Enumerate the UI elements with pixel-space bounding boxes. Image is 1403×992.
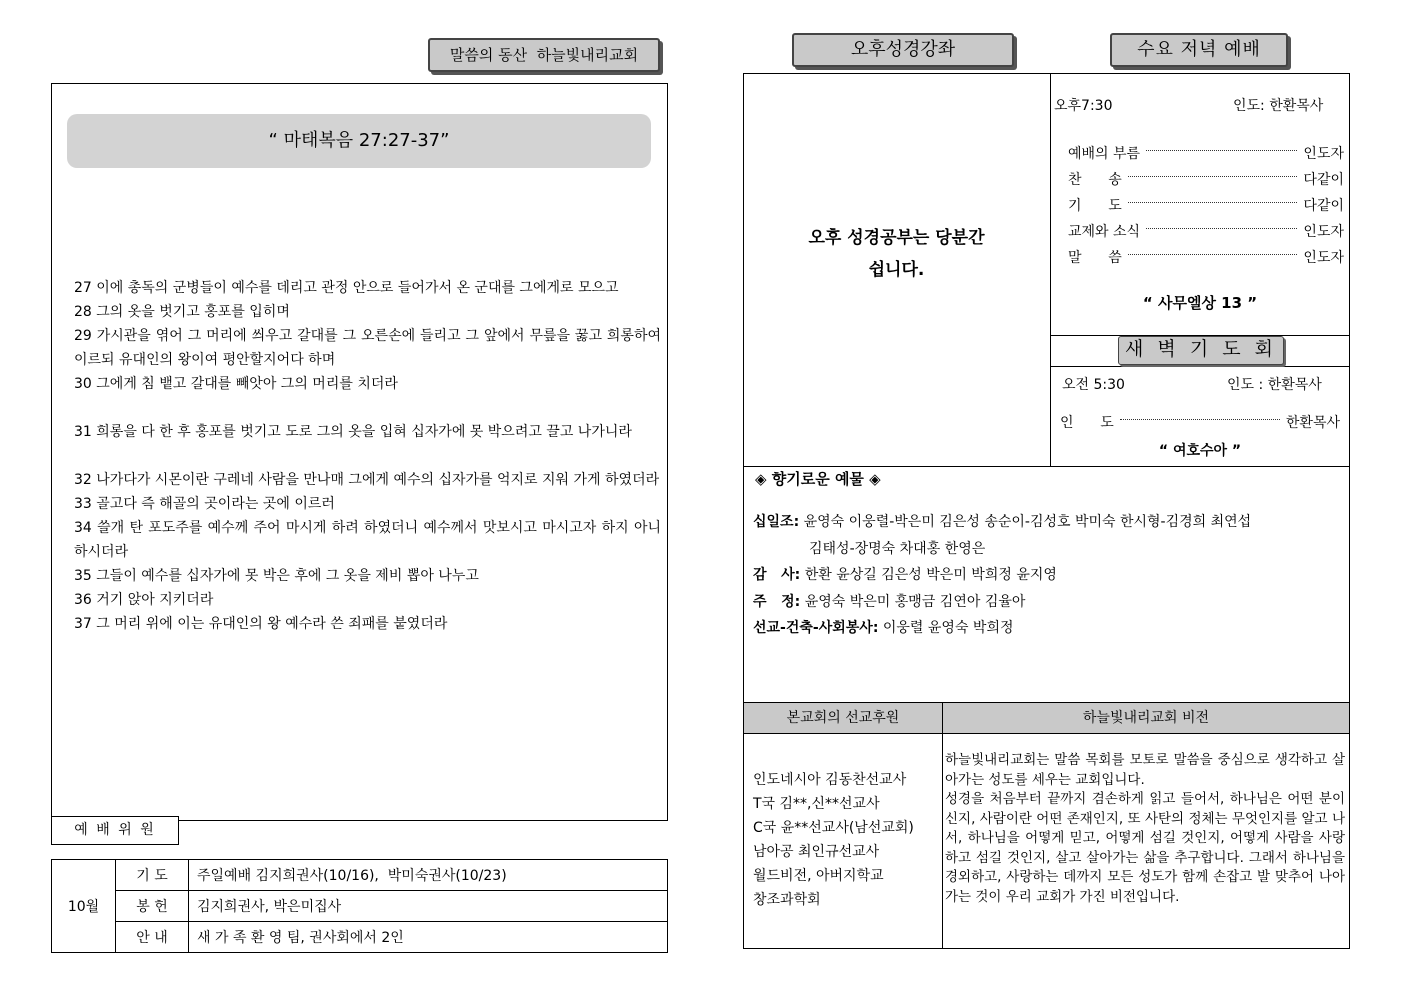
vision-text: 하늘빛내리교회는 말씀 목회를 모토로 말씀을 중심으로 생각하고 살아가는 성도를 세우는 교회입니다. 성경을 처음부터 끝까지 겸손하게 읽고 들어서, 하나님은 어떤 분이신지, 사람이란 어떤 존재인지, 또 사탄의 정체는 무엇인지를 알고 나서, 하나님을 어떻게 믿고, 어떻게 섬길 것인지, 어떻게 사람을 사랑하고 섬길 것인지, 살고 살아가는 삶을 추구합니다. 그래서 하나님을 경외하고, 사랑하는 데까지 모든 성도가 함께 손잡고 발 맞추어 나아가는 것이 우리 교회가 가진 비전입니다. [945,752,1345,905]
verse-35: 35 그들이 예수를 십자가에 못 박은 후에 그 옷을 제비 뽑아 나누고 [74,568,479,584]
committee-month: 10월 [52,860,116,953]
mission-header: 본교회의 선교후원 [786,710,900,726]
mission-item: T국 김**,신**선교사 [753,796,880,812]
committee-role: 안 내 [116,922,189,953]
committee-label-box [51,816,179,845]
verse-32: 32 나가다가 시몬이란 구레네 사람을 만나매 그에게 예수의 십자가를 억지로 지워 가게 하였더라 [74,472,660,488]
verse-29: 29 가시관을 엮어 그 머리에 씌우고 갈대를 그 오른손에 들리고 그 앞에서 무릎을 꿇고 희롱하여 이르되 유대인의 왕이여 평안할지어다 하며 [74,328,661,368]
afternoon-notice-line: 쉽니다. [868,260,925,280]
offering-row [753,509,1343,536]
divider [743,733,1350,734]
committee-role: 기 도 [116,860,189,891]
offering-label: 주 정: [753,593,801,610]
dawn-prayer-title: 새 벽 기 도 회 [1125,338,1277,360]
offering-names: 김태성-장명숙 차대홍 한영은 [809,540,986,557]
order-who: 다같이 [1303,198,1344,214]
order-item: 예배의 부름 [1068,146,1141,162]
afternoon-notice [743,222,1050,286]
divider [743,466,1350,467]
offering-names: 윤영숙 박은미 홍맹금 김연아 김율아 [804,593,1026,610]
afternoon-class-tab [792,33,1014,67]
offering-names: 이웅렬 윤영숙 박희정 [882,620,1014,636]
dawn-leader: 인도 : 한환목사 [1227,377,1322,393]
order-row [1068,244,1344,270]
church-name: 말씀의 동산 하늘빛내리교회 [449,46,639,64]
vision-header-cell [943,703,1349,733]
wednesday-service-title: 수요 저녁 예배 [1137,39,1261,60]
order-who: 인도자 [1303,146,1344,162]
dawn-time: 오전 5:30 [1062,377,1125,393]
wednesday-leader: 인도: 한환목사 [1233,98,1324,114]
verse-34: 34 쓸개 탄 포도주를 예수께 주어 마시게 하려 하였더니 예수께서 맛보시고 마시고자 하지 아니하시더라 [74,520,661,560]
order-who: 인도자 [1303,224,1344,240]
verse-list [74,276,661,636]
verse-gap [74,396,661,420]
committee-label: 예 배 위 원 [74,822,156,838]
wednesday-service-tab [1110,33,1288,67]
order-item: 교제와 소식 [1068,224,1141,240]
mission-item: 남아공 최인규선교사 [753,844,880,860]
offering-names: 한환 윤상길 김은성 박은미 박희정 윤지영 [804,567,1057,583]
dawn-order [1060,409,1340,435]
wednesday-sermon: “ 사무엘상 13 ” [1142,294,1258,312]
order-row [1068,192,1344,218]
divider [942,702,943,949]
order-row [1068,140,1344,166]
divider [1050,366,1350,367]
divider [1050,73,1051,466]
offering-row [753,536,1343,563]
scripture-title: “ 마태복음 27:27-37” [268,130,450,151]
mission-list [753,768,939,912]
order-item: 말 씀 [1068,250,1122,266]
mission-item: 창조과학회 [753,892,821,908]
order-item: 찬 송 [1068,172,1122,188]
offering-label: 감 사: [753,567,801,583]
mission-header-cell [744,703,942,733]
verse-33: 33 골고다 즉 해골의 곳이라는 곳에 이르러 [74,496,335,512]
church-name-tab [428,38,660,72]
verse-31: 31 희롱을 다 한 후 홍포를 벗기고 도로 그의 옷을 입혀 십자가에 못 박으려고 끌고 나가니라 [74,424,632,440]
order-row [1060,409,1340,435]
offering-row [753,562,1343,589]
dawn-sermon: “ 여호수아 ” [1158,443,1242,459]
afternoon-notice-line: 오후 성경공부는 당분간 [808,228,985,248]
committee-names: 김지희권사, 박은미집사 [189,891,668,922]
mission-item: 월드비전, 아버지학교 [753,868,884,884]
verse-gap [74,444,661,468]
order-row [1068,166,1344,192]
offerings-list [753,509,1343,642]
order-who: 다같이 [1303,172,1344,188]
verse-36: 36 거기 앉아 지키더라 [74,592,214,608]
committee-role: 봉 헌 [116,891,189,922]
wednesday-order [1068,140,1344,270]
committee-names: 주일예배 김지희권사(10/16), 박미숙권사(10/23) [189,860,668,891]
vision-header: 하늘빛내리교회 비전 [1082,710,1210,726]
offerings-title: ◈ 향기로운 예물 ◈ [755,470,881,488]
verse-30: 30 그에게 침 뱉고 갈대를 빼앗아 그의 머리를 치더라 [74,376,398,392]
order-item: 기 도 [1068,198,1122,214]
committee-table [51,859,668,953]
offering-names: 윤영숙 이웅렬-박은미 김은성 송순이-김성호 박미숙 한시형-김경희 최연섭 [803,514,1252,530]
order-who: 인도자 [1303,250,1344,266]
order-item: 인 도 [1060,415,1114,431]
offering-label: 십일조: [753,514,800,530]
offering-row [753,589,1343,616]
afternoon-class-title: 오후성경강좌 [850,39,956,60]
scripture-title-banner [67,114,651,168]
mission-item: 인도네시아 김동찬선교사 [753,772,907,788]
mission-item: C국 윤**선교사(남선교회) [753,820,914,836]
order-row [1068,218,1344,244]
verse-27: 27 이에 총독의 군병들이 예수를 데리고 관정 안으로 들어가서 온 군대를 그에게로 모으고 [74,280,619,296]
offering-row [753,615,1343,642]
wednesday-time: 오후7:30 [1054,98,1113,114]
offering-label: 선교-건축-사회봉사: [753,620,879,636]
verse-28: 28 그의 옷을 벗기고 홍포를 입히며 [74,304,290,320]
order-who: 한환목사 [1285,415,1340,431]
verse-37: 37 그 머리 위에 이는 유대인의 왕 예수라 쓴 죄패를 붙였더라 [74,616,448,632]
committee-names: 새 가 족 환 영 팀, 권사회에서 2인 [189,922,668,953]
dawn-prayer-tab [1118,336,1284,365]
